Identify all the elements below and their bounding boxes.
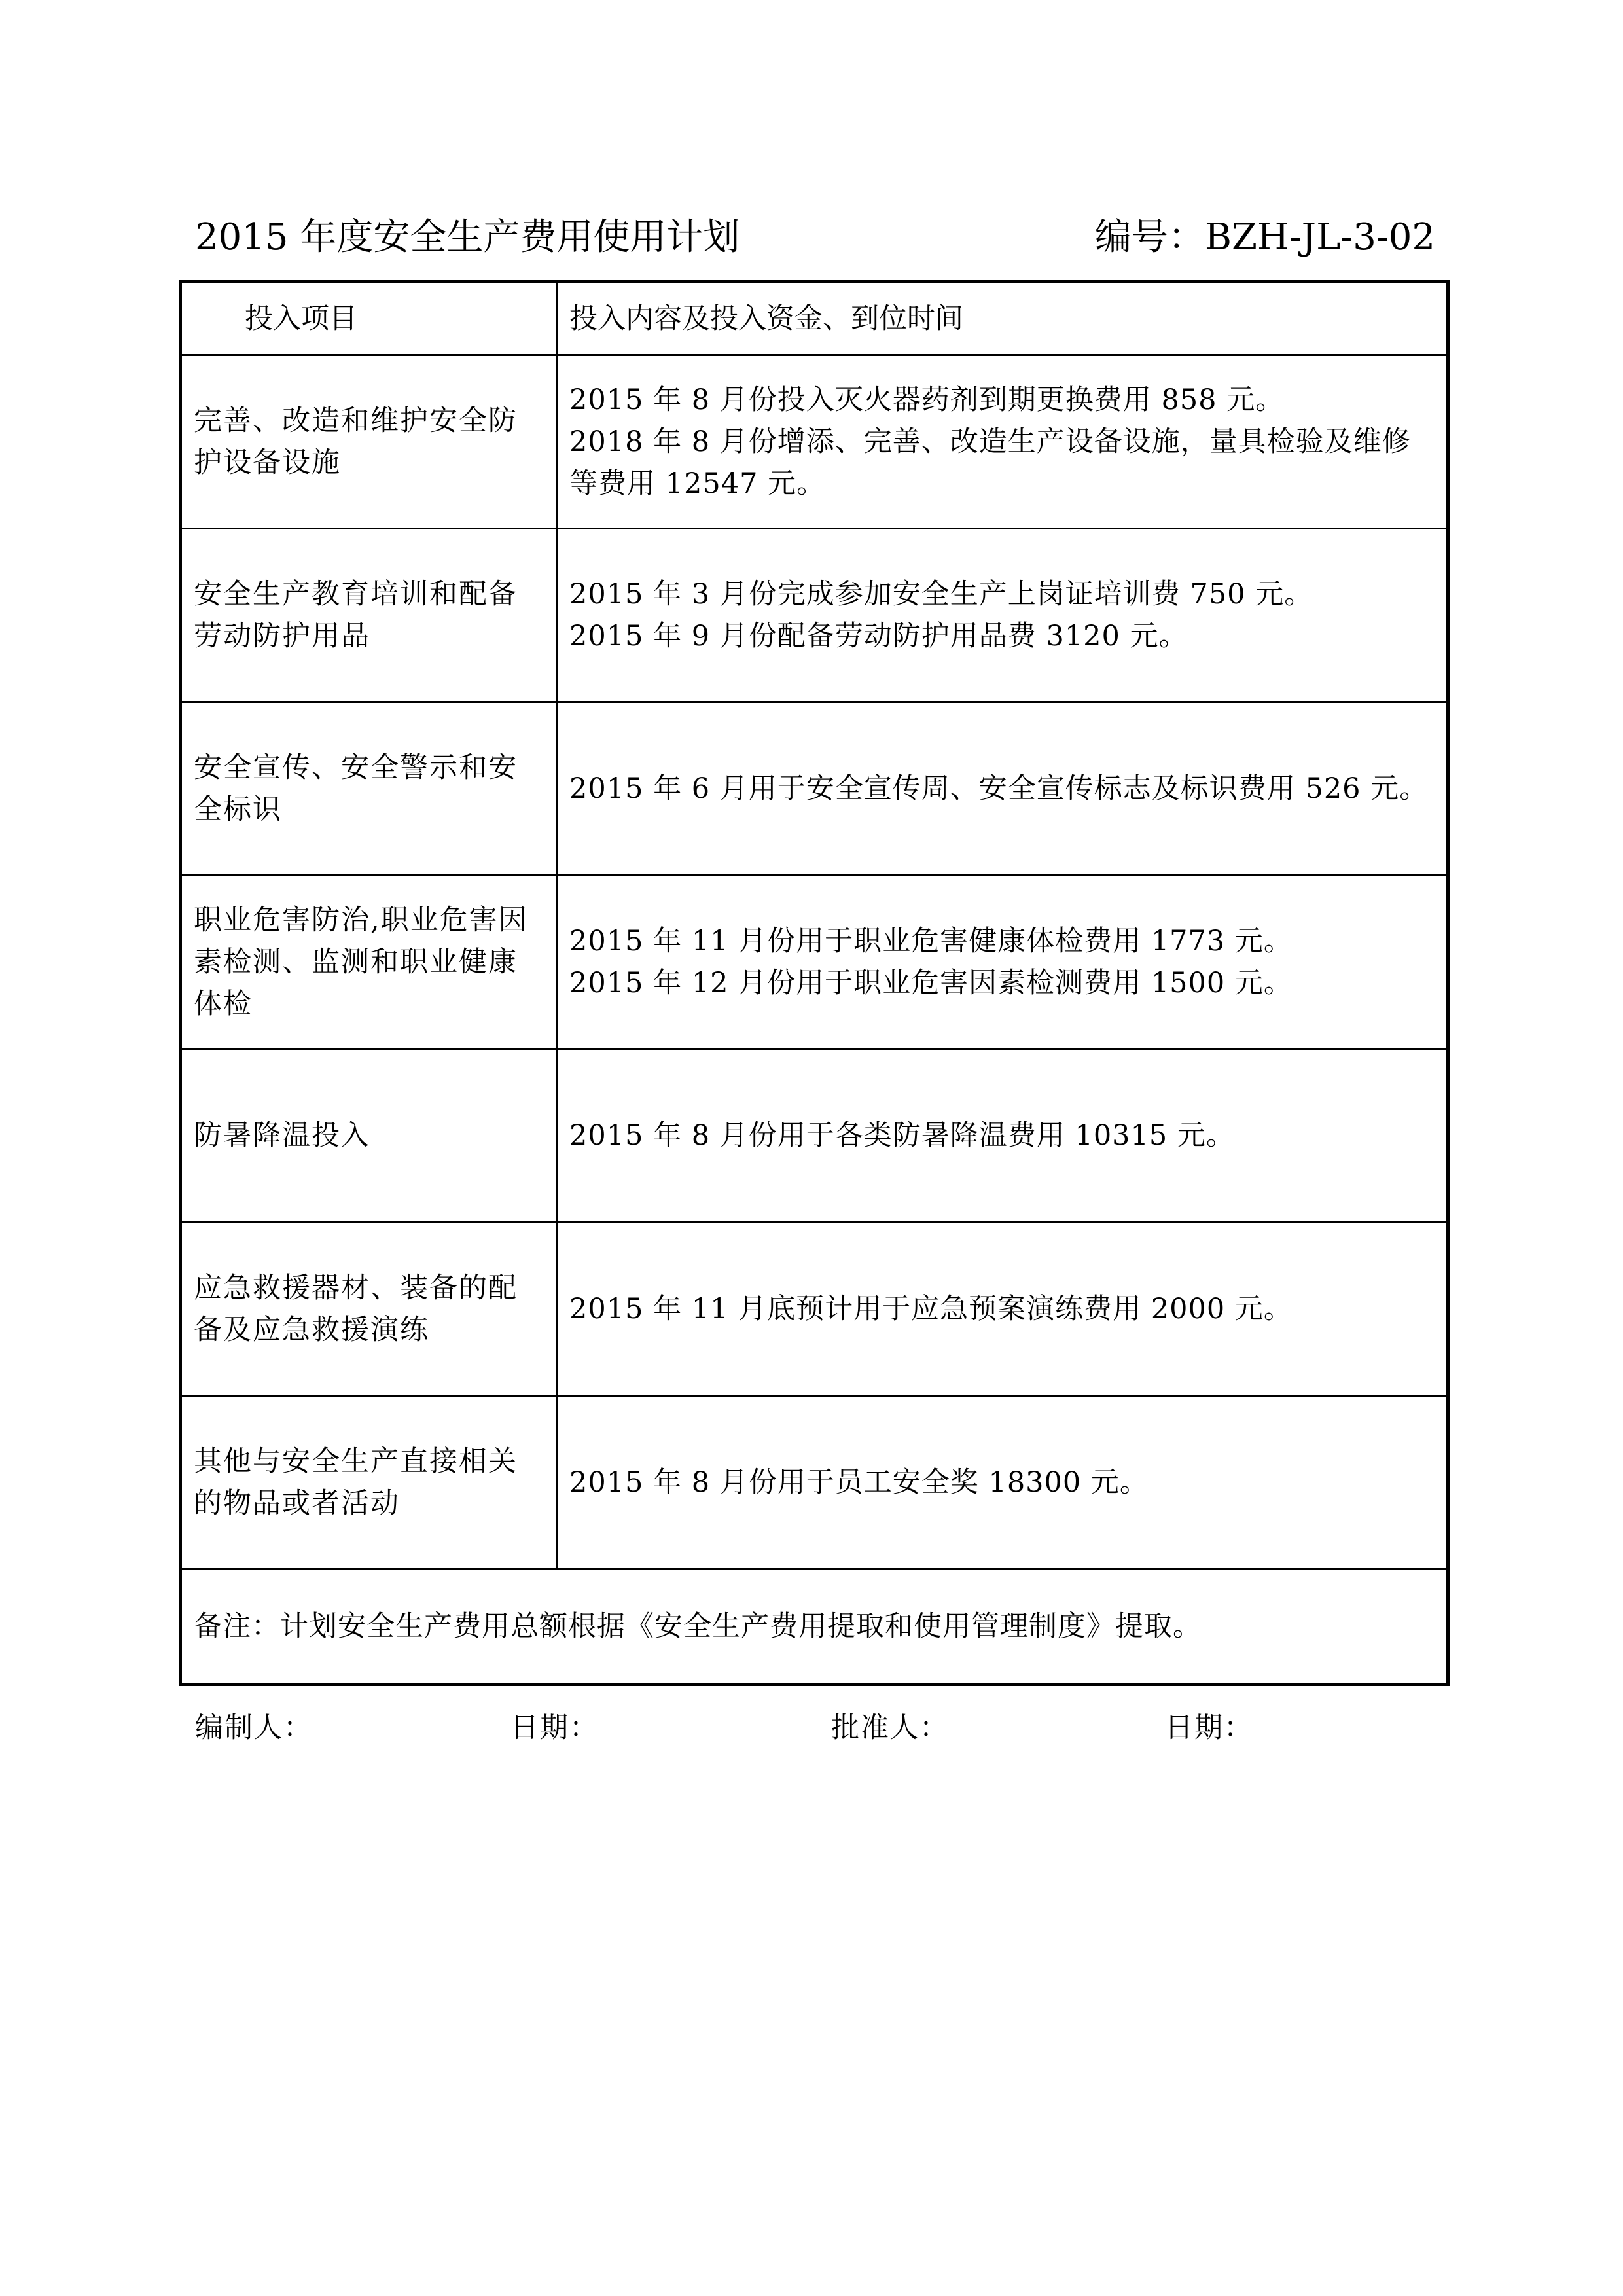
approver-label: 批准人： [831,1712,949,1744]
table-row [181,355,1448,529]
item-project: 防暑降温投入 [181,1049,557,1223]
detail-line: 2015 年 12 月份用于职业危害因素检测费用 1500 元。 [569,967,1293,999]
table-header-row [181,282,1448,355]
safety-cost-plan-table [179,280,1450,1686]
date-label-preparer: 日期： [510,1712,599,1744]
item-detail [557,1049,1448,1223]
detail-line: 2015 年 11 月底预计用于应急预案演练费用 2000 元。 [569,1293,1293,1325]
title-row [195,208,1435,267]
item-detail [557,876,1448,1049]
detail-line: 2018 年 8 月份增添、完善、改造生产设备设施，量具检验及维修等费用 12547 元。 [569,425,1411,500]
page-title: 2015 年度安全生产费用使用计划 [195,216,740,259]
table-row [181,1396,1448,1570]
item-detail [557,702,1448,876]
table-row [181,702,1448,876]
note-row [181,1570,1448,1685]
table-row [181,876,1448,1049]
item-detail [557,529,1448,702]
detail-line: 2015 年 3 月份完成参加安全生产上岗证培训费 750 元。 [569,578,1313,611]
detail-line: 2015 年 8 月份用于员工安全奖 18300 元。 [569,1466,1149,1499]
detail-line: 2015 年 8 月份用于各类防暑降温费用 10315 元。 [569,1119,1235,1152]
table-row [181,529,1448,702]
detail-line: 2015 年 11 月份用于职业危害健康体检费用 1773 元。 [569,925,1293,958]
item-detail [557,1396,1448,1570]
item-detail [557,1223,1448,1396]
item-detail [557,355,1448,529]
preparer-label: 编制人： [195,1712,313,1744]
item-project: 职业危害防治,职业危害因素检测、监测和职业健康体检 [181,876,557,1049]
table-row [181,1049,1448,1223]
detail-line: 2015 年 9 月份配备劳动防护用品费 3120 元。 [569,620,1188,653]
date-label-approver: 日期： [1165,1712,1253,1744]
item-project: 安全生产教育培训和配备劳动防护用品 [181,529,557,702]
column-header-project: 投入项目 [181,282,557,355]
item-project: 其他与安全生产直接相关的物品或者活动 [181,1396,557,1570]
note-text: 备注：计划安全生产费用总额根据《安全生产费用提取和使用管理制度》提取。 [181,1570,1448,1685]
document-number: 编号：BZH-JL-3-02 [1094,216,1435,259]
table-row [181,1223,1448,1396]
item-project: 安全宣传、安全警示和安全标识 [181,702,557,876]
detail-line: 2015 年 6 月用于安全宣传周、安全宣传标志及标识费用 526 元。 [569,772,1429,805]
detail-line: 2015 年 8 月份投入灭火器药剂到期更换费用 858 元。 [569,384,1285,416]
signature-row [0,1702,1623,1754]
item-project: 完善、改造和维护安全防护设备设施 [181,355,557,529]
item-project: 应急救援器材、装备的配备及应急救援演练 [181,1223,557,1396]
column-header-content: 投入内容及投入资金、到位时间 [557,282,1448,355]
